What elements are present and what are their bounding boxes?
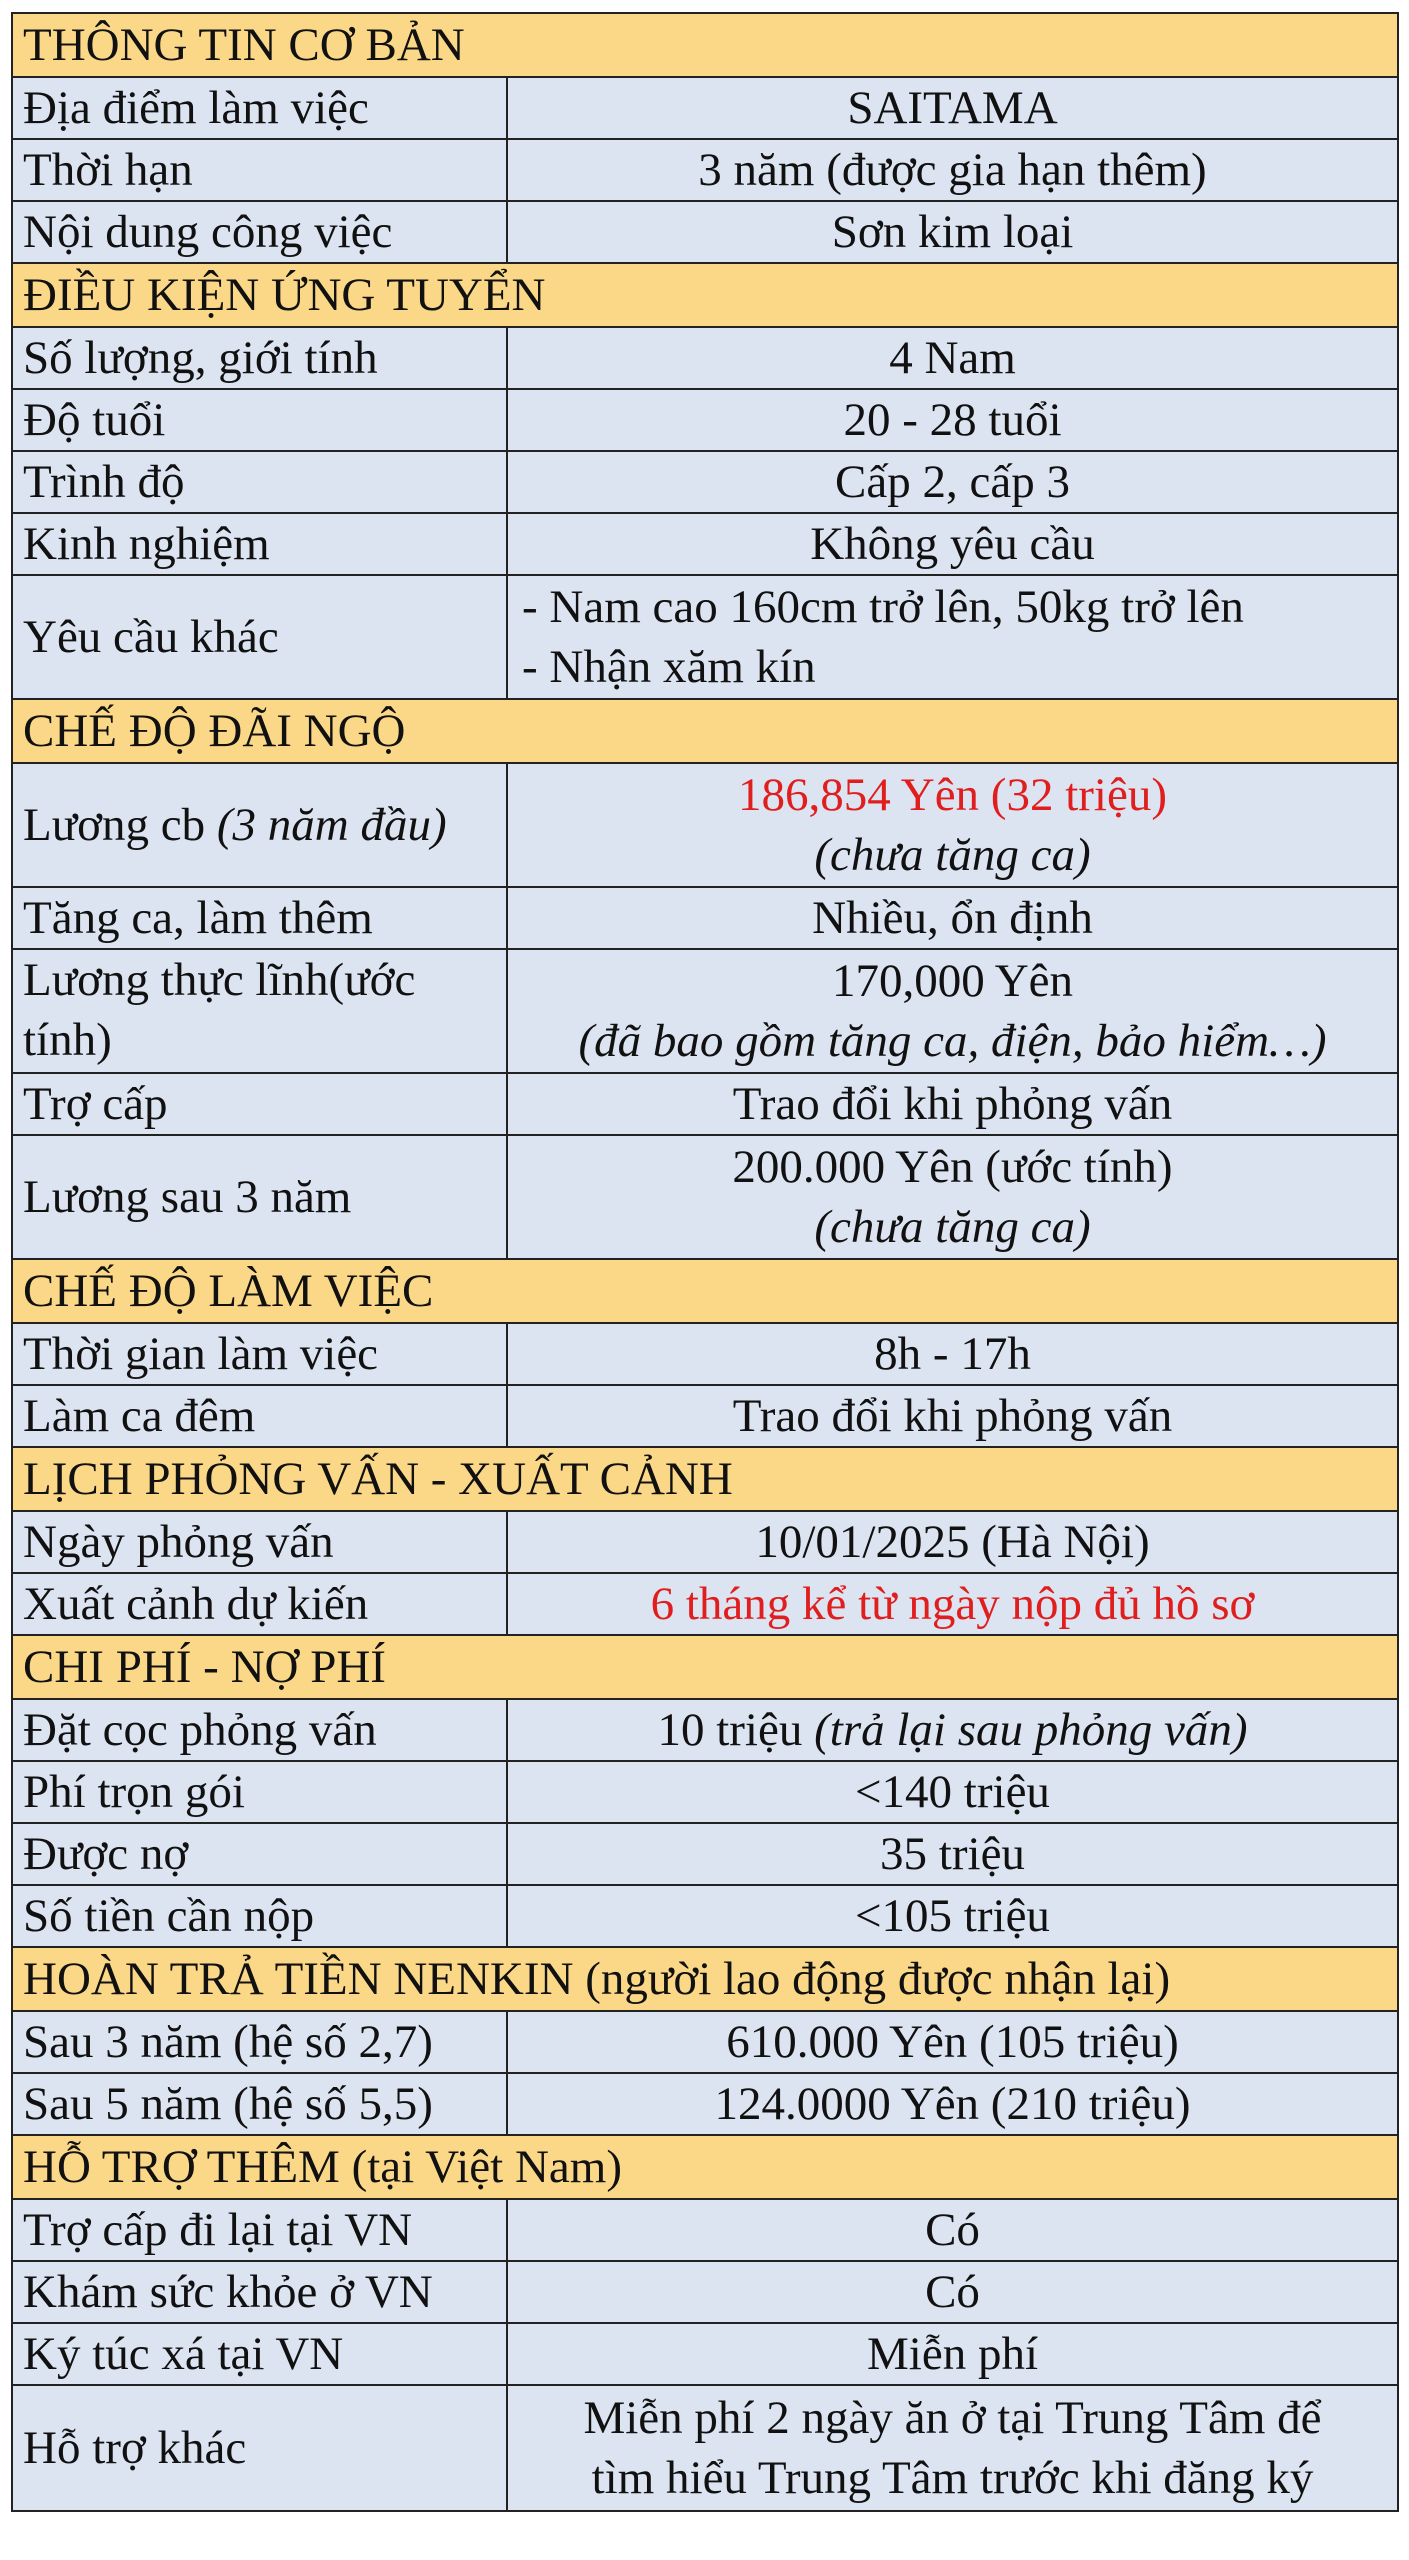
value-line [657, 1700, 1247, 1760]
row-label: Số tiền cần nộp [13, 1886, 508, 1946]
row-label: Được nợ [13, 1824, 508, 1884]
row-value: Miễn phí [866, 2328, 1039, 2380]
row-value: Trao đổi khi phỏng vấn [732, 1078, 1173, 1130]
row-value: 35 triệu [880, 1828, 1025, 1880]
section-nenkin [13, 1948, 1397, 2012]
deposit-amount: 10 triệu [657, 1704, 803, 1756]
row-payable [13, 1886, 1397, 1948]
row-label: Trợ cấp [13, 1074, 508, 1134]
section-title: CHI PHÍ - NỢ PHÍ [23, 1641, 386, 1693]
row-package-fee [13, 1762, 1397, 1824]
section-benefits [13, 700, 1397, 764]
row-value: 3 năm (được gia hạn thêm) [698, 144, 1207, 196]
section-support [13, 2136, 1397, 2200]
row-value: Nhiều, ổn định [812, 892, 1093, 944]
row-label: Thời gian làm việc [13, 1324, 508, 1384]
row-label: Hỗ trợ khác [13, 2386, 508, 2510]
row-base-salary [13, 764, 1397, 888]
row-salary-after-3y [13, 1136, 1397, 1260]
row-value [508, 1700, 1397, 1760]
row-label: Sau 5 năm (hệ số 5,5) [13, 2074, 508, 2134]
row-label: Phí trọn gói [13, 1762, 508, 1822]
section-costs [13, 1636, 1397, 1700]
row-interview-date [13, 1512, 1397, 1574]
row-label: Làm ca đêm [13, 1386, 508, 1446]
row-value: <105 triệu [855, 1890, 1050, 1942]
section-basic-info [13, 14, 1397, 78]
value-line: - Nhận xăm kín [522, 641, 816, 693]
section-title: HOÀN TRẢ TIỀN NENKIN (người lao động được nhận lại) [23, 1953, 1171, 2005]
row-value: Cấp 2, cấp 3 [835, 456, 1070, 508]
row-value: Có [925, 2204, 980, 2256]
row-label: Địa điểm làm việc [13, 78, 508, 138]
section-schedule [13, 1448, 1397, 1512]
row-value: Sơn kim loại [831, 206, 1074, 258]
row-night-shift [13, 1386, 1397, 1448]
section-title: ĐIỀU KIỆN ỨNG TUYỂN [23, 269, 546, 321]
row-value: 8h - 17h [874, 1328, 1031, 1380]
section-title: CHẾ ĐỘ LÀM VIỆC [23, 1265, 434, 1317]
row-value: 4 Nam [889, 332, 1016, 384]
value-note: (đã bao gồm tăng ca, điện, bảo hiểm…) [578, 1015, 1327, 1067]
row-label: Khám sức khỏe ở VN [13, 2262, 508, 2322]
row-experience [13, 514, 1397, 576]
row-value [508, 950, 1397, 1072]
value-line: Miễn phí 2 ngày ăn ở tại Trung Tâm để [583, 2392, 1322, 2444]
row-value: 124.0000 Yên (210 triệu) [714, 2078, 1191, 2130]
label-text: Lương cb [23, 799, 206, 851]
row-overtime [13, 888, 1397, 950]
row-value [508, 2386, 1397, 2510]
job-info-table [11, 12, 1399, 2512]
value-line: 170,000 Yên [831, 955, 1074, 1007]
section-title: CHẾ ĐỘ ĐÃI NGỘ [23, 705, 406, 757]
row-value: 610.000 Yên (105 triệu) [726, 2016, 1179, 2068]
section-requirements [13, 264, 1397, 328]
row-label: Ký túc xá tại VN [13, 2324, 508, 2384]
row-label: Lương sau 3 năm [13, 1136, 508, 1258]
row-value [508, 576, 1397, 698]
row-label: Xuất cảnh dự kiến [13, 1574, 508, 1634]
section-work-regime [13, 1260, 1397, 1324]
section-title: HỖ TRỢ THÊM (tại Việt Nam) [23, 2141, 622, 2193]
row-label [13, 764, 508, 886]
section-title: LỊCH PHỎNG VẤN - XUẤT CẢNH [23, 1453, 733, 1505]
row-nenkin-3y [13, 2012, 1397, 2074]
value-note: (chưa tăng ca) [814, 829, 1091, 881]
row-location [13, 78, 1397, 140]
row-value: Có [925, 2266, 980, 2318]
row-value: 20 - 28 tuổi [843, 394, 1062, 446]
row-age [13, 390, 1397, 452]
value-line: 200.000 Yên (ước tính) [732, 1141, 1173, 1193]
row-value: Trao đổi khi phỏng vấn [732, 1390, 1173, 1442]
row-education [13, 452, 1397, 514]
row-deposit [13, 1700, 1397, 1762]
row-duration [13, 140, 1397, 202]
row-label: Ngày phỏng vấn [13, 1512, 508, 1572]
section-title: THÔNG TIN CƠ BẢN [23, 19, 465, 71]
row-other-requirements [13, 576, 1397, 700]
row-work-hours [13, 1324, 1397, 1386]
row-label: Trợ cấp đi lại tại VN [13, 2200, 508, 2260]
row-net-salary [13, 950, 1397, 1074]
row-nenkin-5y [13, 2074, 1397, 2136]
row-allowance [13, 1074, 1397, 1136]
value-line: tìm hiểu Trung Tâm trước khi đăng ký [591, 2452, 1314, 2504]
row-value [508, 1136, 1397, 1258]
row-value: SAITAMA [847, 82, 1058, 134]
row-health-check [13, 2262, 1397, 2324]
row-label: Sau 3 năm (hệ số 2,7) [13, 2012, 508, 2072]
row-value: 10/01/2025 (Hà Nội) [755, 1516, 1150, 1568]
row-label: Lương thực lĩnh(ước tính) [13, 950, 508, 1072]
salary-highlight: 186,854 Yên (32 triệu) [738, 769, 1167, 821]
row-value: Không yêu cầu [810, 518, 1095, 570]
row-label: Yêu cầu khác [13, 576, 508, 698]
row-label: Tăng ca, làm thêm [13, 888, 508, 948]
row-departure [13, 1574, 1397, 1636]
row-label: Số lượng, giới tính [13, 328, 508, 388]
row-label: Trình độ [13, 452, 508, 512]
row-travel-allowance [13, 2200, 1397, 2262]
row-label: Nội dung công việc [13, 202, 508, 262]
row-quantity [13, 328, 1397, 390]
value-note: (chưa tăng ca) [814, 1201, 1091, 1253]
row-dormitory [13, 2324, 1397, 2386]
value-line: - Nam cao 160cm trở lên, 50kg trở lên [522, 581, 1244, 633]
row-debt [13, 1824, 1397, 1886]
row-job-content [13, 202, 1397, 264]
value-note: (trả lại sau phỏng vấn) [814, 1704, 1248, 1756]
row-value [508, 764, 1397, 886]
row-value: 6 tháng kể từ ngày nộp đủ hồ sơ [650, 1578, 1255, 1630]
row-label: Độ tuổi [13, 390, 508, 450]
row-other-support [13, 2386, 1397, 2510]
row-value: <140 triệu [855, 1766, 1050, 1818]
label-note: (3 năm đầu) [216, 799, 447, 851]
row-label: Đặt cọc phỏng vấn [13, 1700, 508, 1760]
row-label: Thời hạn [13, 140, 508, 200]
row-label: Kinh nghiệm [13, 514, 508, 574]
